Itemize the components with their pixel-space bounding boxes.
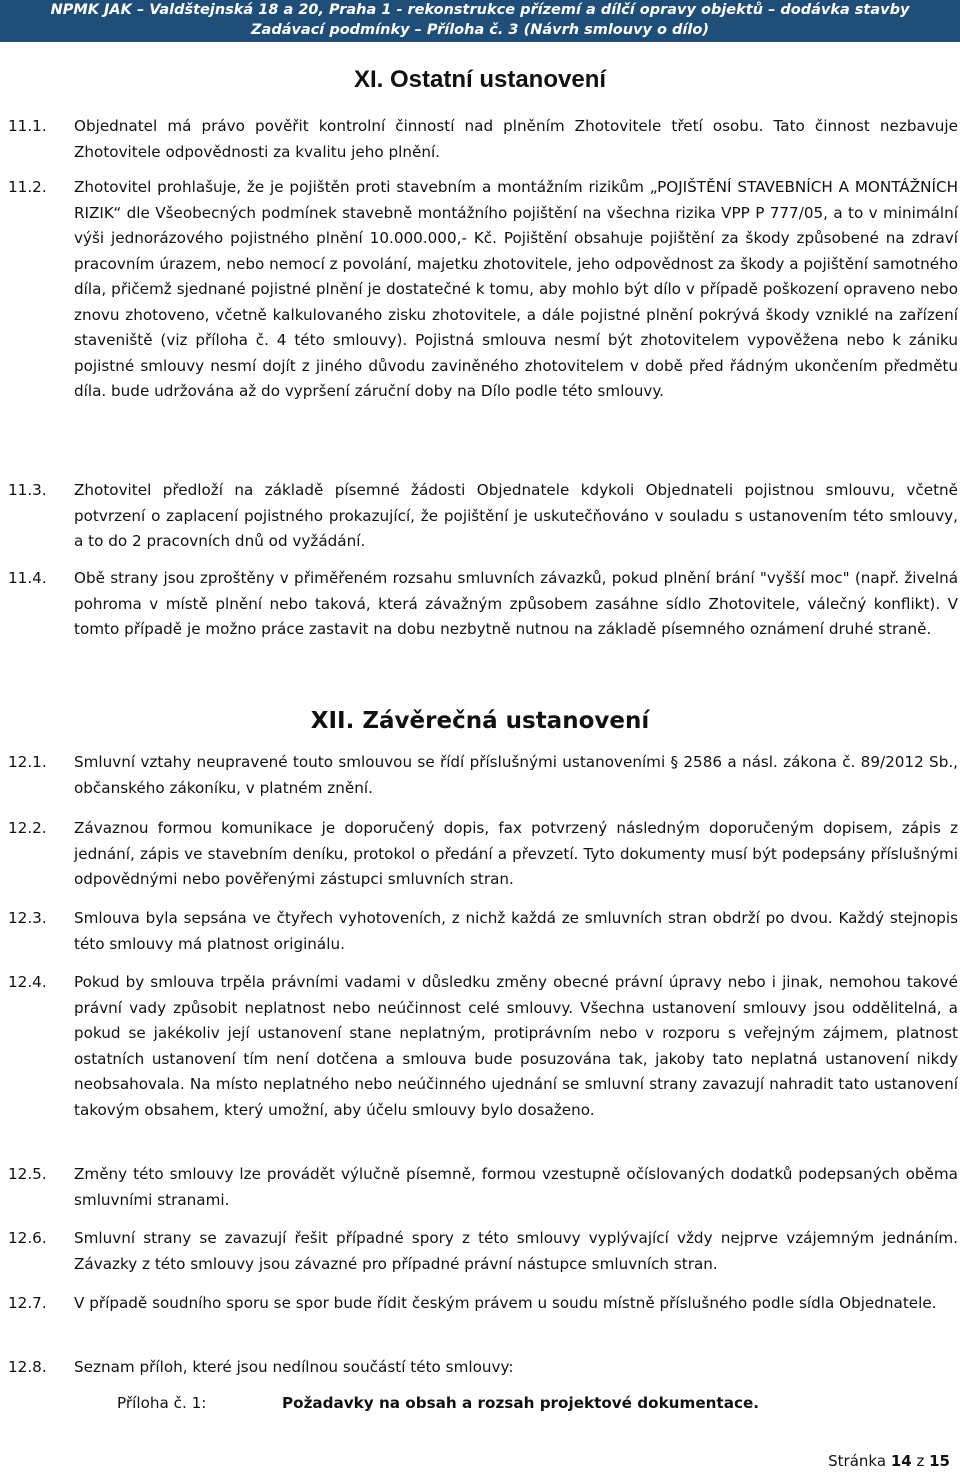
clause-text: Obě strany jsou zproštěny v přiměřeném rozsahu smluvních závazků, pokud plnění brání "vyšší moc" (např. živelná pohroma v místě plnění nebo taková, která závažným způsobem zasáhne sídlo Zhotovitele, válečný konflikt). V tomto případě je možno práce zastavit na dobu nezbytně nutnou na základě písemného oznámení druhé straně. bbox=[74, 569, 958, 638]
document-header bbox=[0, 0, 960, 42]
clause-number: 12.8. bbox=[8, 1358, 47, 1376]
clause-11-1 bbox=[8, 114, 958, 165]
clause-text: Změny této smlouvy lze provádět výlučně písemně, formou vzestupně očíslovaných dodatků podepsaných oběma smluvními stranami. bbox=[74, 1165, 958, 1209]
clause-number: 11.1. bbox=[8, 117, 47, 135]
attachment-label: Příloha č. 1: bbox=[117, 1394, 207, 1412]
clause-11-3 bbox=[8, 478, 958, 555]
clause-12-4 bbox=[8, 970, 958, 1123]
clause-12-5 bbox=[8, 1162, 958, 1213]
footer-total-pages: 15 bbox=[929, 1452, 950, 1470]
clause-number: 12.6. bbox=[8, 1229, 47, 1247]
clause-number: 12.4. bbox=[8, 973, 47, 991]
clause-12-6 bbox=[8, 1226, 958, 1277]
clause-text: Zhotovitel předloží na základě písemné žádosti Objednatele kdykoli Objednateli pojistnou smlouvu, včetně potvrzení o zaplacení pojistného prokazující, že pojištění je uskutečňováno v souladu s ustanovením této smlouvy, a to do 2 pracovních dnů od vyžádání. bbox=[74, 481, 958, 550]
page-number-footer bbox=[828, 1452, 950, 1470]
clause-number: 12.3. bbox=[8, 909, 47, 927]
clause-number: 11.4. bbox=[8, 569, 47, 587]
clause-text: Objednatel má právo pověřit kontrolní činností nad plněním Zhotovitele třetí osobu. Tato činnost nezbavuje Zhotovitele odpovědnosti za kvalitu jeho plnění. bbox=[74, 117, 958, 161]
clause-text: Pokud by smlouva trpěla právními vadami v důsledku změny obecné právní úpravy nebo i jinak, nemohou takové právní vady způsobit neplatnost nebo neúčinnost celé smlouvy. Všechna ustanovení smlouvy jsou oddělitelná, a pokud se jakékoliv její ustanovení stane neplatným, protiprávním nebo v rozporu s veřejným zájmem, platnost ostatních ustanovení tím není dotčena a smlouva bude posuzována tak, jakoby tato neplatná ustanovení nikdy neobsahovala. Na místo neplatného nebo neúčinného ujednání se smluvní strany zavazují nahradit tato ustanovení takovým obsahem, který umožní, aby účelu smlouvy bylo dosaženo. bbox=[74, 973, 958, 1119]
footer-current-page: 14 bbox=[890, 1452, 912, 1470]
footer-page-prefix: Stránka bbox=[828, 1452, 887, 1470]
clause-11-4 bbox=[8, 566, 958, 643]
clause-number: 12.7. bbox=[8, 1294, 47, 1312]
clause-text: Smlouva byla sepsána ve čtyřech vyhotoveních, z nichž každá ze smluvních stran obdrží po dvou. Každý stejnopis této smlouvy má platnost originálu. bbox=[74, 909, 958, 953]
header-document-line: Zadávací podmínky – Příloha č. 3 (Návrh smlouvy o dílo) bbox=[251, 22, 709, 38]
clause-12-8 bbox=[8, 1355, 958, 1381]
attachment-title: Požadavky na obsah a rozsah projektové dokumentace. bbox=[282, 1394, 760, 1412]
clause-12-2 bbox=[8, 816, 958, 893]
clause-12-1 bbox=[8, 750, 958, 801]
clause-text: Smluvní strany se zavazují řešit případné spory z této smlouvy vyplývající vždy nejprve vzájemným jednáním. Závazky z této smlouvy jsou závazné pro případné právní nástupce smluvních stran. bbox=[74, 1229, 958, 1273]
clause-text: Závaznou formou komunikace je doporučený dopis, fax potvrzený následným doporučeným dopisem, zápis z jednání, zápis ve stavebním deníku, protokol o předání a převzetí. Tyto dokumenty musí být podepsány příslušnými odpovědnými nebo pověřenými zástupci smluvních stran. bbox=[74, 819, 958, 888]
clause-number: 12.2. bbox=[8, 819, 47, 837]
clause-number: 12.5. bbox=[8, 1165, 47, 1183]
header-project-line: NPMK JAK – Valdštejnská 18 a 20, Praha 1 - rekonstrukce přízemí a dílčí opravy objektů – dodávka stavby bbox=[50, 2, 910, 18]
clause-number: 11.3. bbox=[8, 481, 47, 499]
section-xi-title: XI. Ostatní ustanovení bbox=[353, 66, 607, 93]
clause-number: 12.1. bbox=[8, 753, 47, 771]
clause-12-7 bbox=[8, 1291, 958, 1317]
clause-text: Smluvní vztahy neupravené touto smlouvou se řídí příslušnými ustanoveními § 2586 a násl. zákona č. 89/2012 Sb., občanského zákoníku, v platném znění. bbox=[74, 753, 958, 797]
clause-text: Seznam příloh, které jsou nedílnou součástí této smlouvy: bbox=[74, 1358, 514, 1376]
section-xii-title: XII. Závěrečná ustanovení bbox=[310, 708, 650, 734]
clause-text: Zhotovitel prohlašuje, že je pojištěn proti stavebním a montážním rizikům „POJIŠTĚNÍ STAVEBNÍCH A MONTÁŽNÍCH RIZIK“ dle Všeobecných podmínek stavebně montážního pojištění na všechna rizika VPP P 777/05, a to v minimální výši jednorázového pojistného plnění 10.000.000,- Kč. Pojištění obsahuje pojištění za škody způsobené na zdraví pracovním úrazem, nebo nemocí z povolání, majetku zhotovitele, jeho odpovědnost za škody a pojištění samotného díla, přičemž sjednané pojistné plnění je dostatečné k tomu, aby mohlo být dílo v případě poškození opraveno nebo znovu zhotoveno, včetně kalkulovaného zisku zhotovitele, a dále pojistné plnění pokrývá škody vzniklé na zařízení staveniště (viz příloha č. 4 této smlouvy). Pojistná smlouva nesmí být zhotovitelem vypověžena nebo k zániku pojistné smlouvy nesmí dojít z jiného důvodu zaviněného zhotovitelem v době před řádným ukončením předmětu díla. bude udržována až do vypršení záruční doby na Dílo podle této smlouvy. bbox=[74, 178, 958, 400]
clause-text: V případě soudního sporu se spor bude řídit českým právem u soudu místně příslušného podle sídla Objednatele. bbox=[74, 1294, 937, 1312]
clause-11-2 bbox=[8, 175, 958, 405]
footer-of-word: z bbox=[916, 1452, 925, 1470]
clause-12-3 bbox=[8, 906, 958, 957]
clause-number: 11.2. bbox=[8, 178, 47, 196]
